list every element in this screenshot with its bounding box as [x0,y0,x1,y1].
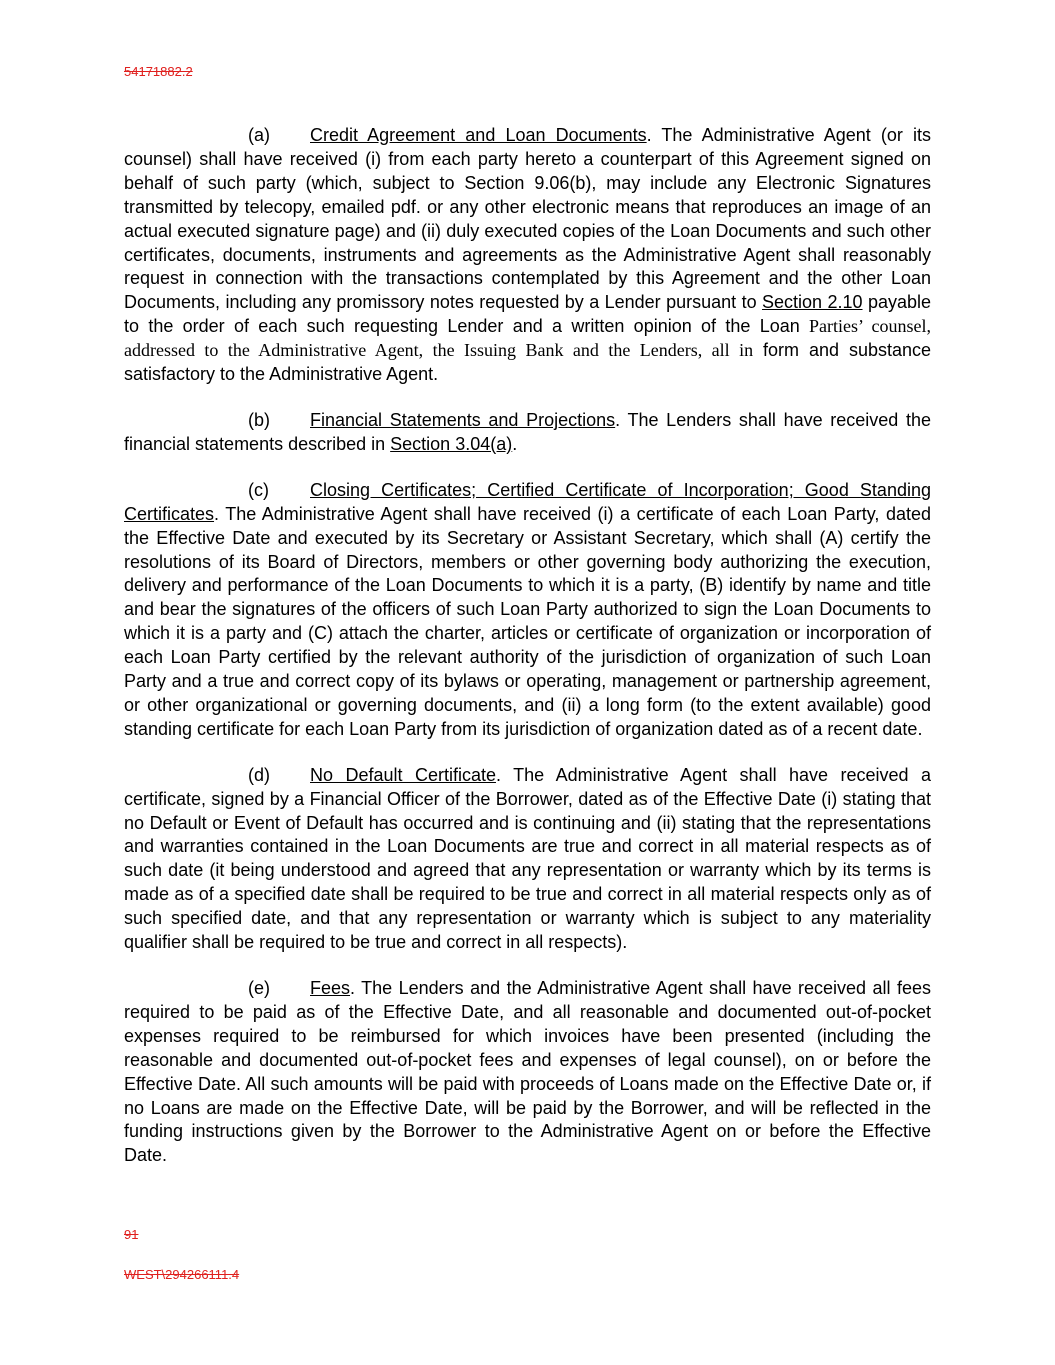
paragraph-heading: Financial Statements and Projections [310,409,616,430]
paragraph-c [124,479,931,742]
paragraph-b [124,409,931,457]
paragraph-text-serif: Parties’ counsel, addressed to the Administrative Agent, the Issuing Bank and the Lenders, all in [124,316,931,361]
paragraph-text: . The Administrative Agent shall have received (i) a certificate of each Loan Party, dated the Effective Date and executed by its Secretary or Assistant Secretary, which shall (A) certify the resolutions of its Board of Directors, members or other governing body authorizing the execution, delivery and performance of the Loan Documents to which it is a party, (B) identify by name and title and bear the signatures of the officers of such Loan Party authorized to sign the Loan Documents to which it is a party and (C) attach the charter, articles or certificate of organization or incorporation of each Loan Party certified by the relevant authority of the jurisdiction of organization of such Loan Party and a true and correct copy of its bylaws or operating, management or partnership agreement, or other organizational or governing documents, and (ii) a long form (to the extent available) good standing certificate for each Loan Party from its jurisdiction of organization dated as of a recent date. [124,503,931,739]
paragraph-label: (a) [248,125,270,145]
footer-doc-id: WEST\294266111.4 [124,1267,240,1282]
paragraph-a [124,124,931,387]
paragraph-label: (e) [248,978,270,998]
page-number: 91 [124,1227,139,1242]
paragraph-heading: Credit Agreement and Loan Documents [310,125,647,145]
paragraph-label: (c) [248,479,269,500]
paragraph-e [124,977,931,1168]
paragraph-d [124,764,931,955]
header-doc-id: 54171882.2 [124,64,193,79]
paragraph-text: . The Lenders and the Administrative Agent shall have received all fees required to be paid as of the Effective Date, and all reasonable and documented out-of-pocket expenses required to be reimbursed for which invoices have been presented (including the reasonable and documented out-of-pocket fees and expenses of legal counsel), on or before the Effective Date. All such amounts will be paid with proceeds of Loans made on the Effective Date or, if no Loans are made on the Effective Date, will be paid by the Borrower, and will be reflected in the funding instructions given by the Borrower to the Administrative Agent on or before the Effective Date. [124,978,931,1166]
document-body [124,124,931,1190]
section-reference: Section 3.04(a) [390,433,513,454]
paragraph-text: form and substance satisfactory to the Administrative Agent. [124,340,932,385]
paragraph-text: payable to the order of each such requesting Lender and a written opinion of the Loan [124,292,931,337]
paragraph-text: . The Administrative Agent (or its counsel) shall have received (i) from each party hereto a counterpart of this Agreement signed on behalf of such party (which, subject to Section 9.06(b), may include any Electronic Signatures transmitted by telecopy, emailed pdf. or any other electronic means that reproduces an image of an actual executed signature page) and (ii) duly executed copies of the Loan Documents and such other certificates, documents, instruments and agreements as the Administrative Agent shall reasonably request in connection with the transactions contemplated by this Agreement and the other Loan Documents, including any promissory notes requested by a Lender pursuant to [124,125,931,313]
paragraph-label: (d) [248,764,270,785]
paragraph-label: (b) [248,409,270,430]
section-reference: Section 2.10 [762,292,863,313]
paragraph-heading: Fees [310,978,351,998]
paragraph-text: . The Lenders shall have received the financial statements described in [124,409,931,454]
paragraph-heading: Closing Certificates; Certified Certificate of Incorporation; Good Standing Certificates [124,479,931,524]
paragraph-text: . The Administrative Agent shall have received a certificate, signed by a Financial Officer of the Borrower, dated as of the Effective Date (i) stating that no Default or Event of Default has occurred and is continuing and (ii) stating that the representations and warranties contained in the Loan Documents are true and correct in all material respects as of such date (it being understood and agreed that any representation or warranty which by its terms is made as of a specified date shall be required to be true and correct in all material respects only as of such specified date, and that any representation or warranty which is subject to any materiality qualifier shall be required to be true and correct in all respects). [124,764,931,953]
paragraph-text: . [512,433,518,454]
paragraph-heading: No Default Certificate [310,764,496,785]
